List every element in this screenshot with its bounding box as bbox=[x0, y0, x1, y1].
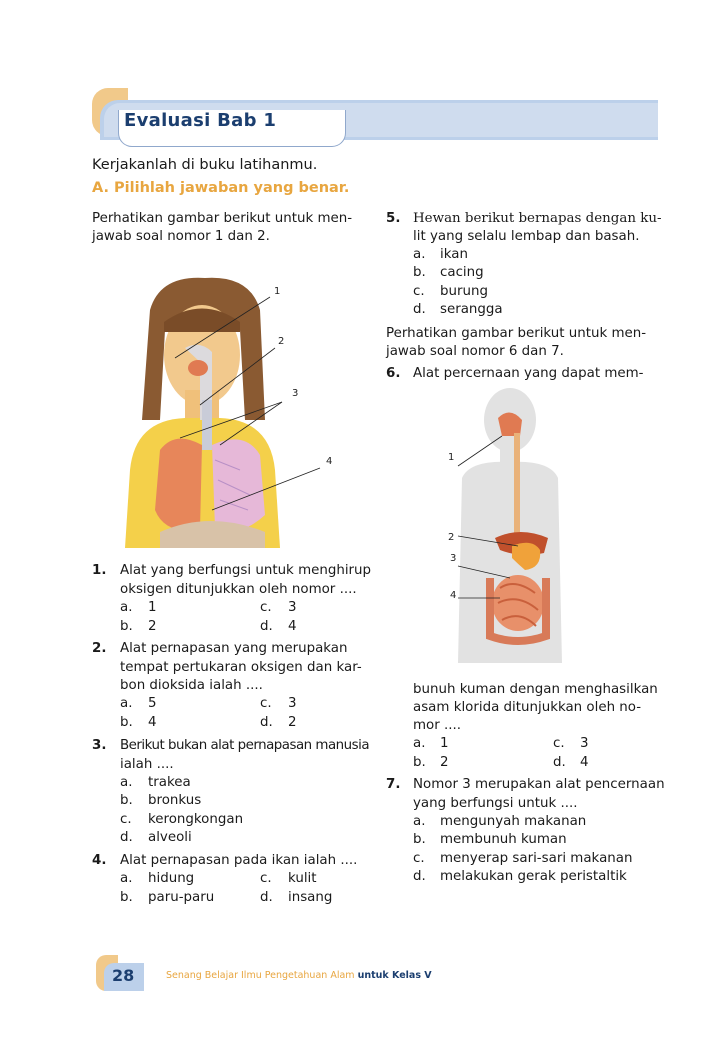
option-text: menyerap sari-sari makanan bbox=[440, 851, 633, 866]
intro-2-line: jawab soal nomor 6 dan 7. bbox=[386, 344, 564, 359]
question-number: 2. bbox=[92, 641, 107, 656]
option-text: cacing bbox=[440, 265, 484, 280]
question-number: 1. bbox=[92, 563, 107, 578]
option-letter: a. bbox=[413, 247, 426, 262]
question-text: oksigen ditunjukkan oleh nomor .... bbox=[120, 582, 357, 597]
option-text: serangga bbox=[440, 302, 503, 317]
option-text: 4 bbox=[288, 619, 297, 634]
option-letter: d. bbox=[120, 830, 133, 845]
question-text: Alat percernaan yang dapat mem- bbox=[413, 366, 644, 381]
book-title-class: untuk Kelas V bbox=[357, 970, 432, 981]
option-letter: d. bbox=[553, 755, 566, 770]
option-letter: c. bbox=[553, 736, 565, 751]
option-letter: c. bbox=[413, 284, 425, 299]
book-title-main: Senang Belajar Ilmu Pengetahuan Alam bbox=[166, 970, 355, 981]
option-letter: b. bbox=[120, 890, 133, 905]
option-letter: a. bbox=[413, 814, 426, 829]
figure1-label: 1 bbox=[274, 286, 281, 297]
question-text: bunuh kuman dengan menghasilkan bbox=[413, 682, 658, 697]
option-text: bronkus bbox=[148, 793, 202, 808]
option-text: mengunyah makanan bbox=[440, 814, 587, 829]
option-letter: d. bbox=[413, 302, 426, 317]
option-text: 4 bbox=[580, 755, 589, 770]
option-text: membunuh kuman bbox=[440, 832, 567, 847]
option-text: 2 bbox=[440, 755, 449, 770]
question-number: 3. bbox=[92, 738, 107, 753]
figure2-label: 2 bbox=[448, 532, 455, 543]
option-letter: d. bbox=[413, 869, 426, 884]
option-letter: b. bbox=[413, 265, 426, 280]
option-text: 2 bbox=[148, 619, 157, 634]
figure2-label: 1 bbox=[448, 452, 455, 463]
option-letter: c. bbox=[260, 600, 272, 615]
figure2-label: 4 bbox=[450, 590, 457, 601]
option-letter: a. bbox=[120, 871, 133, 886]
question-text: lit yang selalu lembap dan basah. bbox=[413, 229, 640, 244]
option-text: kulit bbox=[288, 871, 317, 886]
digestive-figure bbox=[440, 388, 580, 663]
question-text: Berikut bukan alat pernapasan manusia bbox=[120, 738, 370, 753]
question-text: Alat pernapasan yang merupakan bbox=[120, 641, 348, 656]
option-text: 1 bbox=[440, 736, 449, 751]
option-letter: d. bbox=[260, 619, 273, 634]
question-text: Alat yang berfungsi untuk menghirup bbox=[120, 563, 372, 578]
option-text: 5 bbox=[148, 696, 157, 711]
book-title bbox=[166, 970, 432, 981]
option-text: 3 bbox=[288, 600, 297, 615]
option-letter: b. bbox=[413, 832, 426, 847]
option-letter: d. bbox=[260, 715, 273, 730]
question-number: 4. bbox=[92, 853, 107, 868]
chapter-title: Evaluasi Bab 1 bbox=[124, 110, 277, 131]
page-number: 28 bbox=[112, 966, 135, 985]
option-text: 4 bbox=[148, 715, 157, 730]
option-letter: c. bbox=[413, 851, 425, 866]
question-text: Alat pernapasan pada ikan ialah .... bbox=[120, 853, 358, 868]
figure1-label: 4 bbox=[326, 456, 333, 467]
option-letter: b. bbox=[413, 755, 426, 770]
question-number: 7. bbox=[386, 777, 401, 792]
question-text: tempat pertukaran oksigen dan kar- bbox=[120, 660, 362, 675]
option-letter: d. bbox=[260, 890, 273, 905]
option-text: 3 bbox=[580, 736, 589, 751]
option-text: 2 bbox=[288, 715, 297, 730]
question-text: Nomor 3 merupakan alat pencernaan bbox=[413, 777, 665, 792]
option-text: hidung bbox=[148, 871, 195, 886]
option-text: ikan bbox=[440, 247, 468, 262]
option-text: 1 bbox=[148, 600, 157, 615]
option-text: paru-paru bbox=[148, 890, 215, 905]
intro-1-line: jawab soal nomor 1 dan 2. bbox=[92, 229, 270, 244]
intro-2-line: Perhatikan gambar berikut untuk men- bbox=[386, 326, 647, 341]
option-letter: a. bbox=[120, 600, 133, 615]
option-letter: b. bbox=[120, 715, 133, 730]
question-text: Hewan berikut bernapas dengan ku- bbox=[413, 211, 662, 226]
section-a-heading: A. Pilihlah jawaban yang benar. bbox=[92, 180, 350, 196]
option-letter: a. bbox=[120, 696, 133, 711]
option-letter: c. bbox=[260, 696, 272, 711]
figure1-label: 3 bbox=[292, 388, 299, 399]
option-letter: c. bbox=[120, 812, 132, 827]
question-text: mor .... bbox=[413, 718, 462, 733]
option-letter: a. bbox=[413, 736, 426, 751]
instruction: Kerjakanlah di buku latihanmu. bbox=[92, 157, 318, 173]
option-letter: b. bbox=[120, 793, 133, 808]
option-text: melakukan gerak peristaltik bbox=[440, 869, 627, 884]
question-text: asam klorida ditunjukkan oleh no- bbox=[413, 700, 642, 715]
option-text: alveoli bbox=[148, 830, 192, 845]
figure2-label: 3 bbox=[450, 553, 457, 564]
figure1-label: 2 bbox=[278, 336, 285, 347]
option-letter: b. bbox=[120, 619, 133, 634]
option-letter: a. bbox=[120, 775, 133, 790]
intro-1-line: Perhatikan gambar berikut untuk men- bbox=[92, 211, 353, 226]
question-text: yang berfungsi untuk .... bbox=[413, 796, 578, 811]
option-text: burung bbox=[440, 284, 488, 299]
option-text: insang bbox=[288, 890, 333, 905]
option-text: kerongkongan bbox=[148, 812, 244, 827]
question-text: bon dioksida ialah .... bbox=[120, 678, 263, 693]
question-number: 6. bbox=[386, 366, 401, 381]
respiratory-figure bbox=[120, 270, 335, 548]
question-number: 5. bbox=[386, 211, 401, 226]
question-text: ialah .... bbox=[120, 757, 174, 772]
option-text: trakea bbox=[148, 775, 191, 790]
option-letter: c. bbox=[260, 871, 272, 886]
option-text: 3 bbox=[288, 696, 297, 711]
